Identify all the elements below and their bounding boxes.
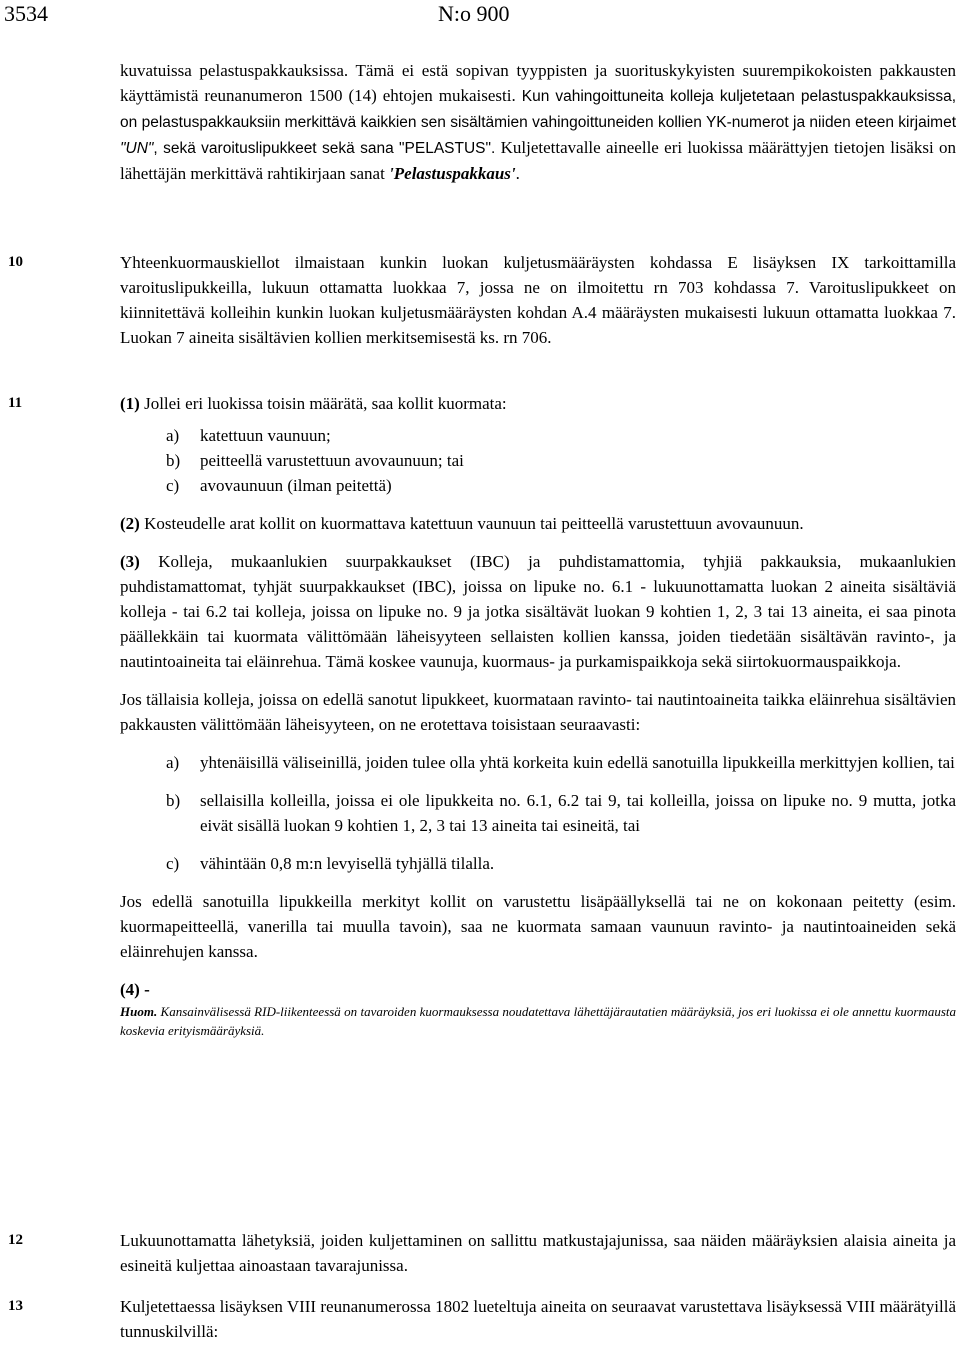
margin-number-11: 11 [8, 395, 23, 411]
section-11-p6 [120, 977, 956, 1002]
list-label: c) [166, 854, 180, 873]
running-head: N:o 900 [438, 1, 510, 26]
intro-block [120, 58, 956, 186]
section-12-text: Lukuunottamatta lähetyksiä, joiden kuljettaminen on sallittu matkustajajunissa, saa näiden määräyksien alaisia aineita ja esineitä kuljettaa ainoastaan tavarajunissa. [120, 1231, 956, 1275]
list-text: peitteellä varustettuun avovaunuun; tai [200, 451, 464, 470]
intro-sans-text-2: , sekä varoituslipukkeet sekä sana "PELASTUS". [153, 140, 496, 157]
intro-paragraph [120, 58, 956, 186]
intro-tail-italic: 'Pelastuspakkaus' [389, 164, 516, 183]
section-10-text: Yhteenkuormauskiellot ilmaistaan kunkin luokan kuljetusmääräysten kohdassa E lisäyksen IX tarkoittamilla varoituslipukkeilla, lukuun ottamatta luokkaa 7, jossa ne on ilmoitettu rn 703 kohdassa 7. Varoituslipukkeet on kiinnitettävä kolleihin kunkin luokan kuljetusmääräysten kohdan A.4 määräysten mukaisesti lukuun ottamatta luokkaa 7. Luokan 7 aineita sisältävien kollien merkitsemisestä ks. rn 706. [120, 253, 956, 347]
section-11-p2 [120, 511, 956, 536]
list-wagons [166, 423, 956, 498]
page-number: 3534 [4, 1, 48, 26]
list-separation [166, 750, 956, 876]
section-12 [120, 1228, 956, 1278]
list-text: yhtenäisillä väliseinillä, joiden tulee olla yhtä korkeita kuin edellä sanotuilla lipukkeilla merkittyjen kollien, tai [200, 753, 955, 772]
list-item [166, 750, 956, 775]
list-item [166, 788, 956, 838]
note-label: Huom. [120, 1004, 158, 1019]
list-label: b) [166, 451, 181, 470]
p3-number: (3) [120, 552, 140, 571]
intro-text: kuvatuissa pelastuspakkauksissa. Tämä ei estä sopivan tyyppisten ja suorituskykyisten suurempikokoisten pakkausten käyttämistä reunanumeron 1500 (14) ehtojen mukaisesti. [120, 61, 956, 105]
section-11-p4: Jos tällaisia kolleja, joissa on edellä sanotut lipukkeet, kuormataan ravinto- tai nautintoaineita taikka eläinrehua sisältävien pakkausten välittömään läheisyyteen, on ne erotettava toisistaan seuraavasti: [120, 690, 956, 734]
p1-text: Jollei eri luokissa toisin määrätä, saa kollit kuormata: [139, 394, 507, 413]
list-label: c) [166, 476, 180, 495]
list-label: b) [166, 791, 181, 810]
section-11-p1 [120, 391, 956, 416]
intro-tail-end: . [515, 164, 520, 183]
section-11 [120, 391, 956, 1040]
list-text: avovaunuun (ilman peitettä) [200, 476, 392, 495]
list-text: vähintään 0,8 m:n levyisellä tyhjällä tilalla. [200, 854, 495, 873]
list-item [166, 473, 956, 498]
p3-text: Kolleja, mukaanlukien suurpakkaukset (IBC) ja puhdistamattomia, tyhjiä pakkauksia, mukaanlukien puhdistamattomat, tyhjät suurpakkaukset (IBC), joissa on lipuke no. 6.1 - lukuunottamatta luokan 2 aineita sisältäviä kolleja - tai 6.2 tai kolleja, joissa on lipuke no. 9 ja jotka sisältävät luokan 9 kohtien 1, 2, 3 tai 13 aineita, ei saa pinota päällekkäin tai kuormata välittömään läheisyyteen sellaisten kollien kanssa, joiden tiedetään sisältävän ravinto-, ja nautintoaineita tai eläinrehua. Tämä koskee vaunuja, kuormaus- ja purkamispaikkoja sekä siirtokuormauspaikkoja. [120, 552, 956, 671]
note-text: Kansainvälisessä RID-liikenteessä on tavaroiden kuormauksessa noudatettava lähettäjärautatien määräyksiä, jos eri luokissa ei ole annettu kuormausta koskevia erityismääräyksiä. [120, 1004, 956, 1038]
intro-tail: Kuljetettavalle aineelle eri luokissa määrättyjen tietojen lisäksi on lähettäjän merkittävä rahtikirjaan sanat [120, 138, 956, 183]
p2-text: Kosteudelle arat kollit on kuormattava katettuun vaunuun tai peitteellä varustettuun avovaunuun. [139, 514, 804, 533]
list-label: a) [166, 753, 180, 772]
list-item [166, 448, 956, 473]
list-text: sellaisilla kolleilla, joissa ei ole lipukkeita no. 6.1, 6.2 tai 9, tai kolleilla, joissa on lipuke no. 9 mutta, jotka eivät sisällä luokan 9 kohtien 1, 2, 3 tai 13 aineita tai esineitä, tai [200, 791, 956, 835]
intro-sans-text: Kun vahingoittuneita kolleja kuljetetaan pelastuspakkauksissa, on pelastuspakkauksiin merkittävä kaikkien sen sisältämien vahingoittuneiden kollien YK-numerot ja niiden eteen kirjaimet [120, 88, 957, 131]
section-10 [120, 250, 956, 350]
intro-un: "UN" [120, 140, 154, 157]
p2-number: (2) [120, 514, 140, 533]
margin-number-13: 13 [8, 1298, 23, 1314]
list-item [166, 851, 956, 876]
p6-text: - [139, 980, 150, 999]
margin-number-12: 12 [8, 1232, 23, 1248]
list-text: katettuun vaunuun; [200, 426, 331, 445]
section-13 [120, 1294, 956, 1344]
p6-number: (4) [120, 980, 140, 999]
p1-number: (1) [120, 394, 140, 413]
margin-number-10: 10 [8, 254, 23, 270]
section-11-p5: Jos edellä sanotuilla lipukkeilla merkityt kollit on varustettu lisäpäällyksellä tai ne on kokonaan peitetty (esim. kuormapeitteellä, vanerilla tai muulla tavoin), saa ne kuormata samaan vaunuun ravinto- ja nautintoaineiden sekä eläinrehujen kanssa. [120, 892, 956, 961]
note [120, 1002, 956, 1040]
list-item [166, 423, 956, 448]
section-11-p3 [120, 549, 956, 674]
list-label: a) [166, 426, 180, 445]
section-13-text: Kuljetettaessa lisäyksen VIII reunanumerossa 1802 lueteltuja aineita on seuraavat varustettava lisäyksessä VIII määrätyillä tunnuskilvillä: [120, 1297, 956, 1341]
